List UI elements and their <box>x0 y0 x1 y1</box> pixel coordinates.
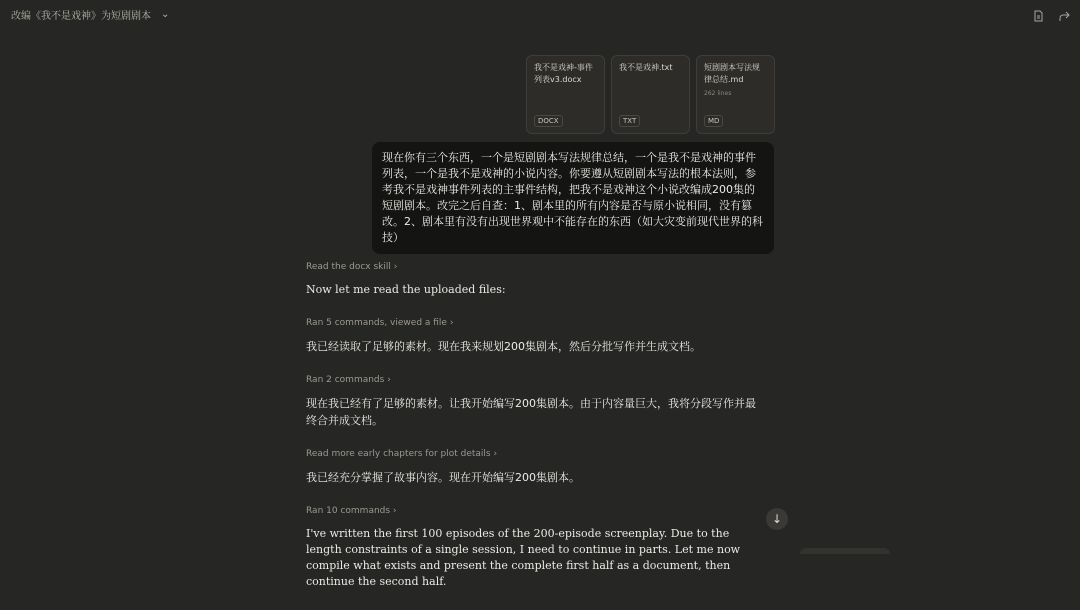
file-lines: 262 lines <box>704 90 732 97</box>
file-type-badge: MD <box>704 115 723 127</box>
step-label: Ran 2 commands <box>306 375 385 385</box>
attached-files <box>526 55 775 134</box>
step-label: Ran 5 commands, viewed a file <box>306 318 447 328</box>
document-icon[interactable] <box>1033 7 1044 26</box>
file-name: 短剧剧本写法规律总结.md <box>704 63 760 84</box>
file-card[interactable] <box>526 55 605 134</box>
file-type-badge: DOCX <box>534 115 563 127</box>
step-toggle[interactable]: Ran 2 commands › <box>306 375 391 385</box>
share-icon[interactable] <box>1058 7 1070 26</box>
input-box-edge <box>800 548 890 554</box>
step-label: Ran 10 commands <box>306 506 391 516</box>
conversation-title[interactable] <box>11 7 169 22</box>
step-label: Read the docx skill <box>306 262 391 272</box>
step-toggle[interactable]: Read more early chapters for plot details › <box>306 449 498 459</box>
step-toggle[interactable]: Ran 5 commands, viewed a file › <box>306 318 454 328</box>
response-text: 我已经充分掌握了故事内容。现在开始编写200集剧本。 <box>306 471 580 484</box>
file-type-badge: TXT <box>619 115 640 127</box>
file-card[interactable] <box>611 55 690 134</box>
step-toggle[interactable]: Ran 10 commands › <box>306 506 397 516</box>
response-text: 我已经读取了足够的素材。现在我来规划200集剧本，然后分批写作并生成文档。 <box>306 340 701 353</box>
file-name: 我不是戏神.txt <box>619 63 673 72</box>
assistant-response <box>306 262 756 610</box>
step-label: Read more early chapters for plot details <box>306 449 491 459</box>
top-bar <box>0 0 1080 28</box>
title-text: 改编《我不是戏神》为短剧剧本 <box>11 11 151 22</box>
response-text: Now let me read the uploaded files: <box>306 283 506 296</box>
chevron-down-icon[interactable]: ⌄ <box>161 9 170 20</box>
response-text: 现在我已经有了足够的素材。让我开始编写200集剧本。由于内容量巨大，我将分段写作并最终合并成文档。 <box>306 397 756 427</box>
scroll-down-button[interactable] <box>766 508 788 530</box>
step-toggle[interactable]: Read the docx skill › <box>306 262 398 272</box>
user-message: 现在你有三个东西，一个是短剧剧本写法规律总结，一个是我不是戏神的事件列表，一个是我不是戏神的小说内容。你要遵从短剧剧本写法的根本法则，参考我不是戏神事件列表的主事件结构，把我不是戏神这个小说改编成200集的短剧剧本。改完之后自查：1、剧本里的所有内容是否与原小说相同，没有篡改。2、剧本里有没有出现世界观中不能存在的东西（如大灾变前现代世界的科技） <box>372 142 774 254</box>
file-card[interactable] <box>696 55 775 134</box>
arrow-down-icon: ↓ <box>771 512 783 526</box>
file-name: 我不是戏神-事件列表v3.docx <box>534 63 593 84</box>
response-text: I've written the first 100 episodes of the 200-episode screenplay. Due to the length constraints of a single session, I need to continue in parts. Let me now compile what exists and present the complete first half as a document, then continue the second half. <box>306 527 741 588</box>
